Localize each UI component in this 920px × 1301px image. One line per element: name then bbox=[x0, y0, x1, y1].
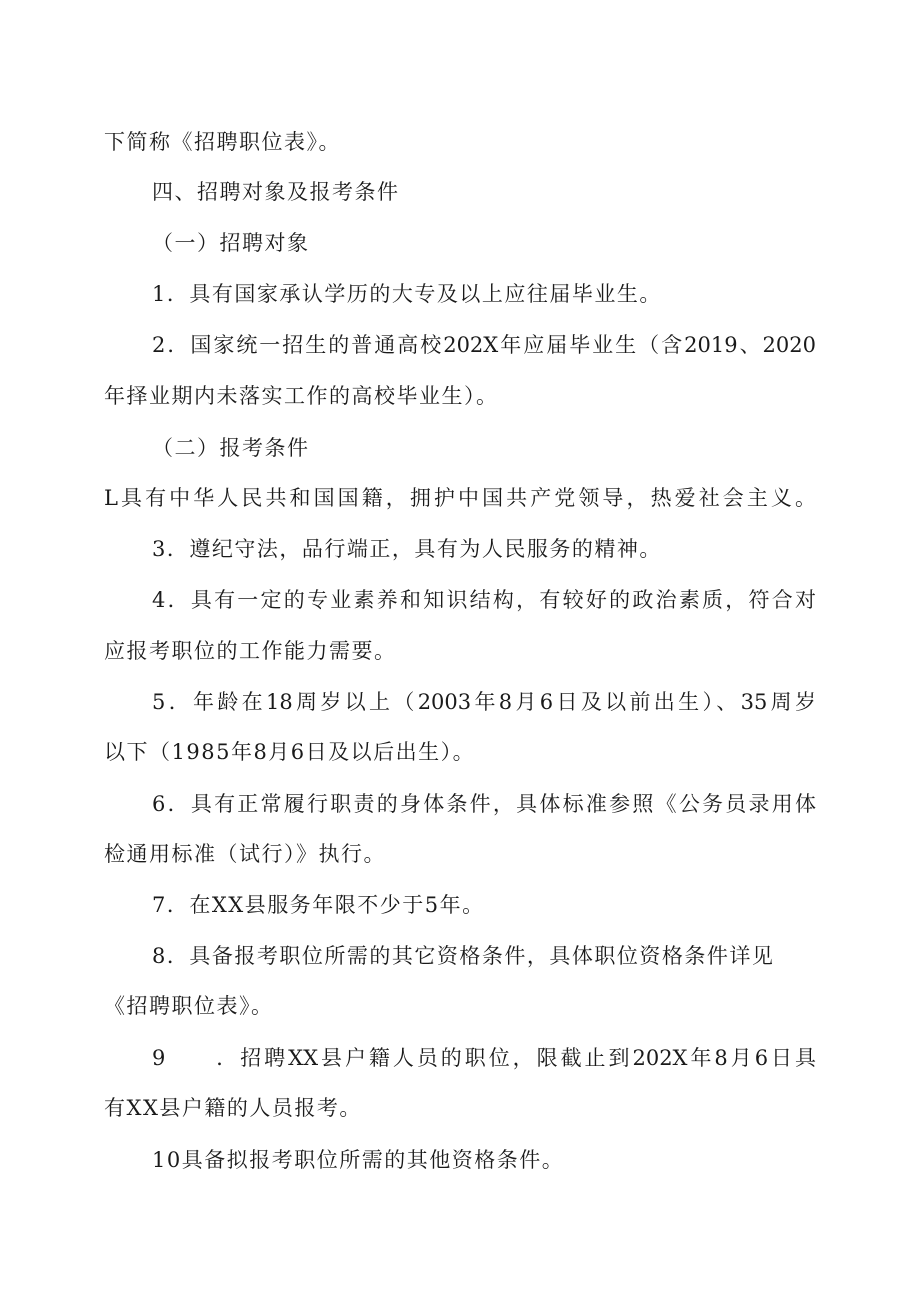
section-heading: 四、招聘对象及报考条件 bbox=[152, 180, 400, 204]
list-item: 1．具有国家承认学历的大专及以上应往届毕业生。 bbox=[152, 282, 662, 306]
list-item-continuation: 应报考职位的工作能力需要。 bbox=[104, 639, 397, 663]
paragraph-line: 下简称《招聘职位表》。 bbox=[104, 130, 341, 154]
list-item: 3．遵纪守法，品行端正，具有为人民服务的精神。 bbox=[152, 537, 662, 561]
list-item-continuation: 以下（1985年8月6日及以后出生）。 bbox=[104, 740, 476, 764]
list-item-continuation: 检通用标准（试行）》执行。 bbox=[104, 842, 386, 866]
subsection-heading: （一）招聘对象 bbox=[152, 231, 310, 255]
list-item: 5．年龄在18周岁以上（2003年8月6日及以前出生）、35周岁 bbox=[152, 690, 816, 714]
list-item: 4．具有一定的专业素养和知识结构，有较好的政治素质，符合对 bbox=[152, 588, 816, 612]
list-item: 9 ．招聘XX县户籍人员的职位，限截止到202X年8月6日具 bbox=[152, 1046, 816, 1070]
subsection-heading: （二）报考条件 bbox=[152, 436, 310, 460]
list-item: 8．具备报考职位所需的其它资格条件，具体职位资格条件详见 bbox=[152, 944, 775, 968]
list-item: 10具备拟报考职位所需的其他资格条件。 bbox=[152, 1148, 565, 1172]
list-item-continuation: 《招聘职位表》。 bbox=[104, 994, 274, 1018]
list-item: L具有中华人民共和国国籍，拥护中国共产党领导，热爱社会主义。 bbox=[104, 486, 816, 510]
list-item: 7．在XX县服务年限不少于5年。 bbox=[152, 893, 485, 917]
list-item-continuation: 有XX县户籍的人员报考。 bbox=[104, 1096, 362, 1120]
list-item: 2．国家统一招生的普通高校202X年应届毕业生（含2019、2020 bbox=[152, 333, 816, 357]
list-item-continuation: 年择业期内未落实工作的高校毕业生）。 bbox=[104, 384, 499, 408]
list-item: 6．具有正常履行职责的身体条件，具体标准参照《公务员录用体 bbox=[152, 792, 816, 816]
